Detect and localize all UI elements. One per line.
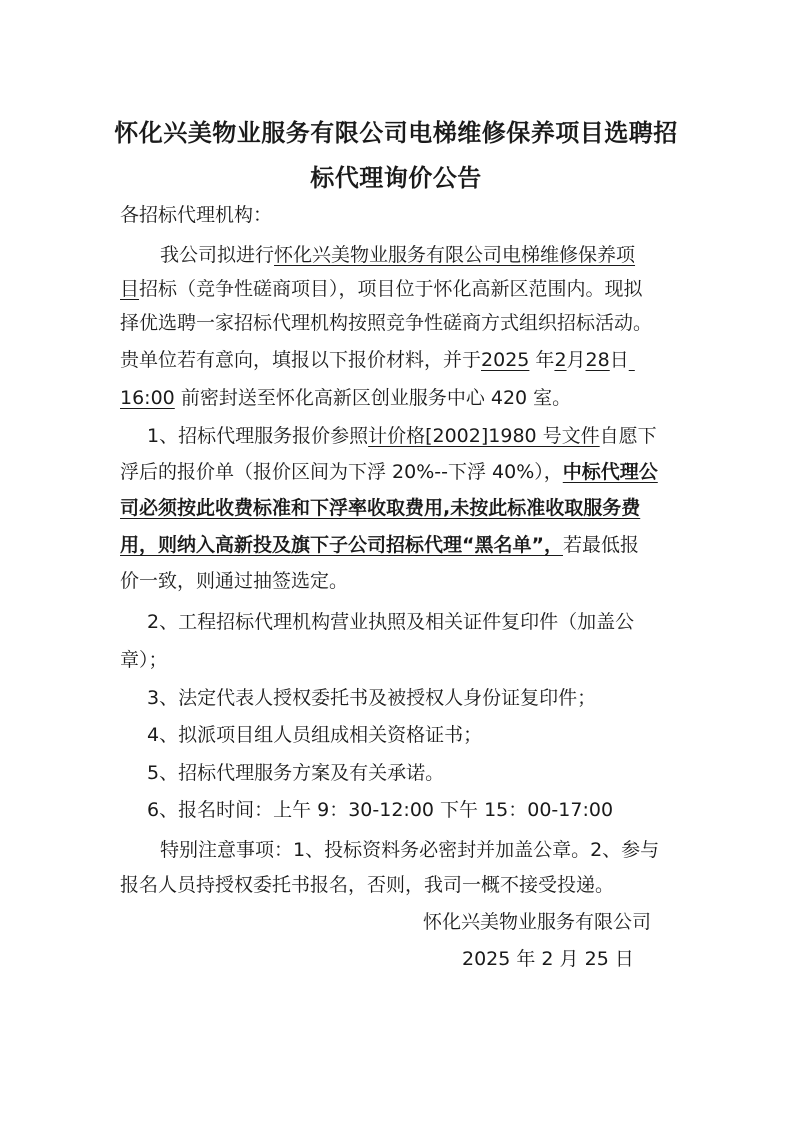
intro-line-2 (120, 277, 643, 301)
item-text: 1、招标代理服务报价参照 (147, 425, 369, 447)
price-document-ref: 计价格[2002]1980 号文件 (368, 425, 600, 447)
item-text: 浮后的报价单（报价区间为下浮 20%--下浮 40%）， (120, 461, 563, 483)
deadline-time: 16:00 (120, 387, 175, 409)
item-1-line-5: 价一致，则通过抽签选定。 (120, 570, 349, 592)
signature-company: 怀化兴美物业服务有限公司 (423, 911, 652, 933)
document-title-line-2: 标代理询价公告 (310, 163, 482, 192)
bold-warning: 中标代理公 (562, 461, 658, 483)
project-name-underlined: 怀化兴美物业服务有限公司电梯维修保养项 (274, 244, 636, 266)
item-text: 若最低报 (562, 534, 639, 556)
document-title-line-1: 怀化兴美物业服务有限公司电梯维修保养项目选聘招 (114, 118, 678, 147)
deadline-month: 2 (554, 349, 567, 371)
item-2-line-1: 2、工程招标代理机构营业执照及相关证件复印件（加盖公 (147, 611, 635, 633)
item-text: 自愿下 (599, 425, 657, 447)
intro-line-4 (120, 348, 635, 372)
item-4: 4、拟派项目组人员组成相关资格证书； (147, 724, 483, 746)
item-3: 3、法定代表人授权委托书及被授权人身份证复印件； (147, 687, 597, 709)
intro-line-1 (160, 243, 635, 267)
intro-line-3: 择优选聘一家招标代理机构按照竞争性磋商方式组织招标活动。 (120, 312, 653, 334)
item-1-line-2 (120, 460, 658, 484)
item-6: 6、报名时间：上午 9：30-12:00 下午 15：00-17:00 (147, 799, 614, 821)
deadline-day: 28 (585, 349, 610, 371)
salutation: 各招标代理机构： (120, 204, 273, 226)
notice-line-2: 报名人员持授权委托书报名，否则，我司一概不接受投递。 (120, 874, 615, 896)
project-name-underlined-end: 目 (120, 278, 140, 300)
deadline-month-label: 月 (566, 349, 586, 371)
bold-warning: 用，则纳入高新投及旗下子公司招标代理“黑名单”， (120, 534, 563, 556)
intro-text: 贵单位若有意向，填报以下报价材料，并于 (120, 349, 482, 371)
notice-line-1: 特别注意事项：1、投标资料务必密封并加盖公章。2、参与 (160, 839, 660, 861)
deadline-year-label: 年 (535, 349, 555, 371)
intro-line-5 (120, 386, 571, 410)
item-2-line-2: 章）； (120, 649, 168, 671)
signature-date: 2025 年 2 月 25 日 (462, 948, 634, 970)
deadline-day-label: 日 (609, 349, 629, 371)
item-1-line-4 (120, 533, 639, 557)
deadline-year: 2025 (481, 349, 530, 371)
item-1-line-3: 司必须按此收费标准和下浮率收取费用,未按此标准收取服务费 (120, 497, 641, 519)
item-1-line-1 (147, 424, 657, 448)
intro-text: 前密封送至怀化高新区创业服务中心 420 室。 (180, 387, 572, 409)
item-5: 5、招标代理服务方案及有关承诺。 (147, 762, 445, 784)
intro-text: 我公司拟进行 (160, 244, 275, 266)
intro-text: 招标（竞争性磋商项目），项目位于怀化高新区范围内。现拟 (139, 278, 643, 300)
